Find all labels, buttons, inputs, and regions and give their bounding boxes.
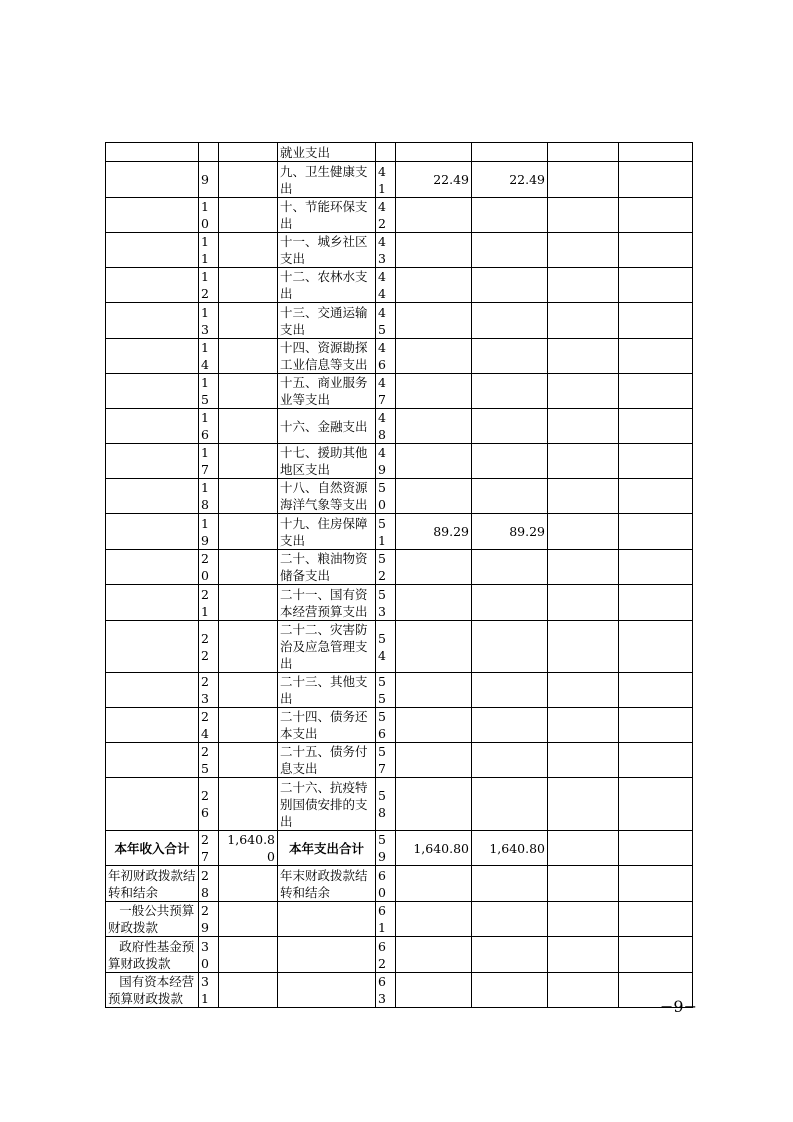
expense-general-cell (472, 973, 548, 1008)
expense-fund-cell (548, 585, 619, 621)
table-row (106, 268, 693, 303)
expense-total-cell (396, 444, 472, 479)
expense-fund-cell (548, 831, 619, 866)
expense-total-cell (396, 233, 472, 268)
income-line-cell: 10 (199, 198, 219, 233)
expense-item-cell: 十一、城乡社区支出 (278, 233, 376, 268)
expense-general-cell (472, 479, 548, 514)
expense-total-amount: 1,640.80 (396, 831, 472, 866)
table-row (106, 550, 693, 585)
budget-table (105, 142, 693, 1008)
expense-total-cell (396, 902, 472, 937)
income-item-cell (106, 743, 199, 778)
expense-fund-cell (548, 902, 619, 937)
table-row (106, 409, 693, 444)
expense-general-cell (472, 585, 548, 621)
income-amount-cell (219, 514, 278, 550)
expense-state-cell (619, 303, 693, 339)
income-amount-cell (219, 778, 278, 831)
income-amount-cell (219, 339, 278, 374)
table-row (106, 374, 693, 409)
income-line-cell: 24 (199, 708, 219, 743)
expense-fund-cell (548, 303, 619, 339)
expense-fund-cell (548, 973, 619, 1008)
income-amount-cell (219, 937, 278, 973)
expense-fund-cell (548, 198, 619, 233)
expense-state-cell (619, 621, 693, 673)
expense-item-cell: 十九、住房保障支出 (278, 514, 376, 550)
expense-state-cell (619, 409, 693, 444)
expense-general-cell (472, 708, 548, 743)
expense-item-cell: 就业支出 (278, 143, 376, 162)
income-amount-cell (219, 162, 278, 198)
expense-line-cell: 44 (376, 268, 396, 303)
income-line-cell: 22 (199, 621, 219, 673)
expense-general-cell (472, 339, 548, 374)
expense-item-cell: 二十六、抗疫特别国债安排的支出 (278, 778, 376, 831)
income-item-cell (106, 673, 199, 708)
expense-general-cell (472, 143, 548, 162)
income-amount-cell (219, 743, 278, 778)
income-item-cell (106, 198, 199, 233)
income-amount-cell (219, 673, 278, 708)
income-amount-cell (219, 550, 278, 585)
table-row (106, 233, 693, 268)
income-line-cell: 16 (199, 409, 219, 444)
expense-total-cell (396, 374, 472, 409)
expense-state-cell (619, 444, 693, 479)
page-number: −9− (660, 997, 697, 1016)
table-row (106, 514, 693, 550)
expense-general-cell (472, 866, 548, 902)
income-amount-cell (219, 585, 278, 621)
expense-line-cell: 46 (376, 339, 396, 374)
income-amount-cell (219, 621, 278, 673)
income-item-cell (106, 550, 199, 585)
expense-fund-cell (548, 514, 619, 550)
income-item-cell (106, 409, 199, 444)
expense-total-cell (396, 743, 472, 778)
income-amount-cell (219, 374, 278, 409)
expense-state-cell (619, 902, 693, 937)
expense-general-cell (472, 902, 548, 937)
expense-fund-cell (548, 409, 619, 444)
expense-line-cell: 42 (376, 198, 396, 233)
income-line-cell: 26 (199, 778, 219, 831)
expense-state-cell (619, 198, 693, 233)
income-amount-cell (219, 708, 278, 743)
expense-fund-cell (548, 673, 619, 708)
expense-line-cell: 49 (376, 444, 396, 479)
expense-item-cell: 十二、农林水支出 (278, 268, 376, 303)
expense-line-cell: 61 (376, 902, 396, 937)
expense-total-cell (396, 585, 472, 621)
expense-total-cell (396, 673, 472, 708)
expense-line-cell: 63 (376, 973, 396, 1008)
expense-line-cell (376, 143, 396, 162)
expense-general-cell (472, 621, 548, 673)
expense-total-label: 本年支出合计 (278, 831, 376, 866)
income-line-cell: 11 (199, 233, 219, 268)
expense-line-cell: 47 (376, 374, 396, 409)
table-row (106, 708, 693, 743)
income-item-cell (106, 143, 199, 162)
expense-general-cell (472, 374, 548, 409)
expense-total-cell (396, 409, 472, 444)
table-row (106, 743, 693, 778)
income-item-cell (106, 621, 199, 673)
expense-state-cell (619, 778, 693, 831)
income-item-cell: 一般公共预算财政拨款 (106, 902, 199, 937)
income-amount-cell (219, 268, 278, 303)
expense-state-cell (619, 233, 693, 268)
expense-fund-cell (548, 743, 619, 778)
expense-general-cell (472, 268, 548, 303)
income-item-cell (106, 374, 199, 409)
expense-state-cell (619, 866, 693, 902)
table-row (106, 143, 693, 162)
expense-state-cell (619, 339, 693, 374)
table-row (106, 585, 693, 621)
expense-line-cell: 54 (376, 621, 396, 673)
expense-total-cell (396, 268, 472, 303)
expense-general-cell (472, 937, 548, 973)
income-amount-cell (219, 866, 278, 902)
expense-total-cell (396, 198, 472, 233)
income-item-cell (106, 162, 199, 198)
income-line-cell: 25 (199, 743, 219, 778)
table-row (106, 303, 693, 339)
expense-line-cell: 53 (376, 585, 396, 621)
expense-general-cell (472, 673, 548, 708)
expense-state-cell (619, 831, 693, 866)
totals-row (106, 831, 693, 866)
income-amount-cell (219, 973, 278, 1008)
expense-line-cell: 58 (376, 778, 396, 831)
expense-fund-cell (548, 268, 619, 303)
expense-total-cell: 89.29 (396, 514, 472, 550)
expense-item-cell: 二十二、灾害防治及应急管理支出 (278, 621, 376, 673)
expense-item-cell: 十三、交通运输支出 (278, 303, 376, 339)
expense-general-amount: 1,640.80 (472, 831, 548, 866)
table-row (106, 973, 693, 1008)
expense-fund-cell (548, 339, 619, 374)
expense-line-cell: 60 (376, 866, 396, 902)
expense-fund-cell (548, 708, 619, 743)
expense-total-cell (396, 143, 472, 162)
expense-item-cell: 二十三、其他支出 (278, 673, 376, 708)
income-item-cell: 国有资本经营预算财政拨款 (106, 973, 199, 1008)
expense-line-cell: 48 (376, 409, 396, 444)
income-item-cell (106, 479, 199, 514)
expense-fund-cell (548, 162, 619, 198)
expense-state-cell (619, 479, 693, 514)
income-line-cell: 18 (199, 479, 219, 514)
expense-item-cell: 十四、资源勘探工业信息等支出 (278, 339, 376, 374)
income-item-cell (106, 339, 199, 374)
income-total-label: 本年收入合计 (106, 831, 199, 866)
income-total-amount: 1,640.80 (219, 831, 278, 866)
income-line-cell: 23 (199, 673, 219, 708)
expense-fund-cell (548, 866, 619, 902)
expense-total-cell (396, 778, 472, 831)
expense-item-cell (278, 902, 376, 937)
expense-general-cell (472, 778, 548, 831)
expense-state-cell (619, 268, 693, 303)
income-line-cell: 28 (199, 866, 219, 902)
table-row (106, 937, 693, 973)
expense-general-cell (472, 233, 548, 268)
income-item-cell: 政府性基金预算财政拨款 (106, 937, 199, 973)
expense-item-cell: 年末财政拨款结转和结余 (278, 866, 376, 902)
expense-general-cell: 89.29 (472, 514, 548, 550)
expense-general-cell (472, 198, 548, 233)
expense-state-cell (619, 937, 693, 973)
expense-line-cell: 41 (376, 162, 396, 198)
expense-general-cell (472, 444, 548, 479)
expense-fund-cell (548, 937, 619, 973)
expense-fund-cell (548, 444, 619, 479)
income-line-cell: 29 (199, 902, 219, 937)
table-row (106, 778, 693, 831)
income-line-cell: 30 (199, 937, 219, 973)
income-line-cell: 21 (199, 585, 219, 621)
expense-total-cell (396, 708, 472, 743)
expense-fund-cell (548, 233, 619, 268)
expense-general-cell (472, 743, 548, 778)
expense-item-cell: 十、节能环保支出 (278, 198, 376, 233)
expense-fund-cell (548, 621, 619, 673)
income-amount-cell (219, 233, 278, 268)
expense-line-cell: 52 (376, 550, 396, 585)
income-line-cell (199, 143, 219, 162)
expense-total-cell (396, 973, 472, 1008)
expense-line-cell: 51 (376, 514, 396, 550)
income-item-cell (106, 708, 199, 743)
income-amount-cell (219, 479, 278, 514)
expense-item-cell: 十七、援助其他地区支出 (278, 444, 376, 479)
income-line-cell: 13 (199, 303, 219, 339)
expense-total-cell (396, 479, 472, 514)
expense-total-cell (396, 937, 472, 973)
table-row (106, 339, 693, 374)
expense-total-cell (396, 339, 472, 374)
expense-item-cell: 二十一、国有资本经营预算支出 (278, 585, 376, 621)
income-item-cell (106, 444, 199, 479)
income-item-cell (106, 778, 199, 831)
expense-total-cell (396, 550, 472, 585)
table-row (106, 621, 693, 673)
expense-state-cell (619, 585, 693, 621)
income-line-cell: 9 (199, 162, 219, 198)
expense-item-cell (278, 937, 376, 973)
table-row (106, 866, 693, 902)
expense-state-cell (619, 143, 693, 162)
expense-state-cell (619, 673, 693, 708)
income-amount-cell (219, 198, 278, 233)
income-item-cell (106, 268, 199, 303)
expense-line-cell: 45 (376, 303, 396, 339)
income-amount-cell (219, 902, 278, 937)
expense-item-cell: 十六、金融支出 (278, 409, 376, 444)
table-row (106, 198, 693, 233)
income-line-cell: 31 (199, 973, 219, 1008)
expense-line-cell: 62 (376, 937, 396, 973)
expense-general-cell (472, 303, 548, 339)
expense-state-cell (619, 708, 693, 743)
expense-item-cell: 二十四、债务还本支出 (278, 708, 376, 743)
expense-line-cell: 50 (376, 479, 396, 514)
expense-fund-cell (548, 479, 619, 514)
expense-total-cell (396, 303, 472, 339)
expense-line-cell: 43 (376, 233, 396, 268)
expense-state-cell (619, 743, 693, 778)
expense-item-cell: 九、卫生健康支出 (278, 162, 376, 198)
expense-total-cell (396, 621, 472, 673)
income-line-cell: 17 (199, 444, 219, 479)
income-item-cell: 年初财政拨款结转和结余 (106, 866, 199, 902)
expense-state-cell (619, 514, 693, 550)
expense-fund-cell (548, 143, 619, 162)
expense-general-cell: 22.49 (472, 162, 548, 198)
income-line-cell: 19 (199, 514, 219, 550)
expense-general-cell (472, 409, 548, 444)
expense-state-cell (619, 550, 693, 585)
expense-fund-cell (548, 778, 619, 831)
expense-line-cell: 59 (376, 831, 396, 866)
table-row (106, 673, 693, 708)
expense-fund-cell (548, 374, 619, 409)
expense-fund-cell (548, 550, 619, 585)
income-line-cell: 12 (199, 268, 219, 303)
table-row (106, 902, 693, 937)
expense-state-cell (619, 162, 693, 198)
income-line-cell: 20 (199, 550, 219, 585)
expense-item-cell: 二十五、债务付息支出 (278, 743, 376, 778)
table-row (106, 479, 693, 514)
expense-item-cell: 二十、粮油物资储备支出 (278, 550, 376, 585)
expense-line-cell: 56 (376, 708, 396, 743)
income-item-cell (106, 303, 199, 339)
table-row (106, 162, 693, 198)
income-item-cell (106, 233, 199, 268)
table-row (106, 444, 693, 479)
income-item-cell (106, 514, 199, 550)
income-amount-cell (219, 409, 278, 444)
income-amount-cell (219, 444, 278, 479)
expense-item-cell: 十五、商业服务业等支出 (278, 374, 376, 409)
income-amount-cell (219, 303, 278, 339)
income-line-cell: 27 (199, 831, 219, 866)
income-line-cell: 14 (199, 339, 219, 374)
expense-general-cell (472, 550, 548, 585)
income-item-cell (106, 585, 199, 621)
expense-line-cell: 55 (376, 673, 396, 708)
expense-item-cell: 十八、自然资源海洋气象等支出 (278, 479, 376, 514)
expense-item-cell (278, 973, 376, 1008)
income-line-cell: 15 (199, 374, 219, 409)
expense-total-cell (396, 866, 472, 902)
expense-line-cell: 57 (376, 743, 396, 778)
expense-state-cell (619, 374, 693, 409)
expense-total-cell: 22.49 (396, 162, 472, 198)
income-amount-cell (219, 143, 278, 162)
